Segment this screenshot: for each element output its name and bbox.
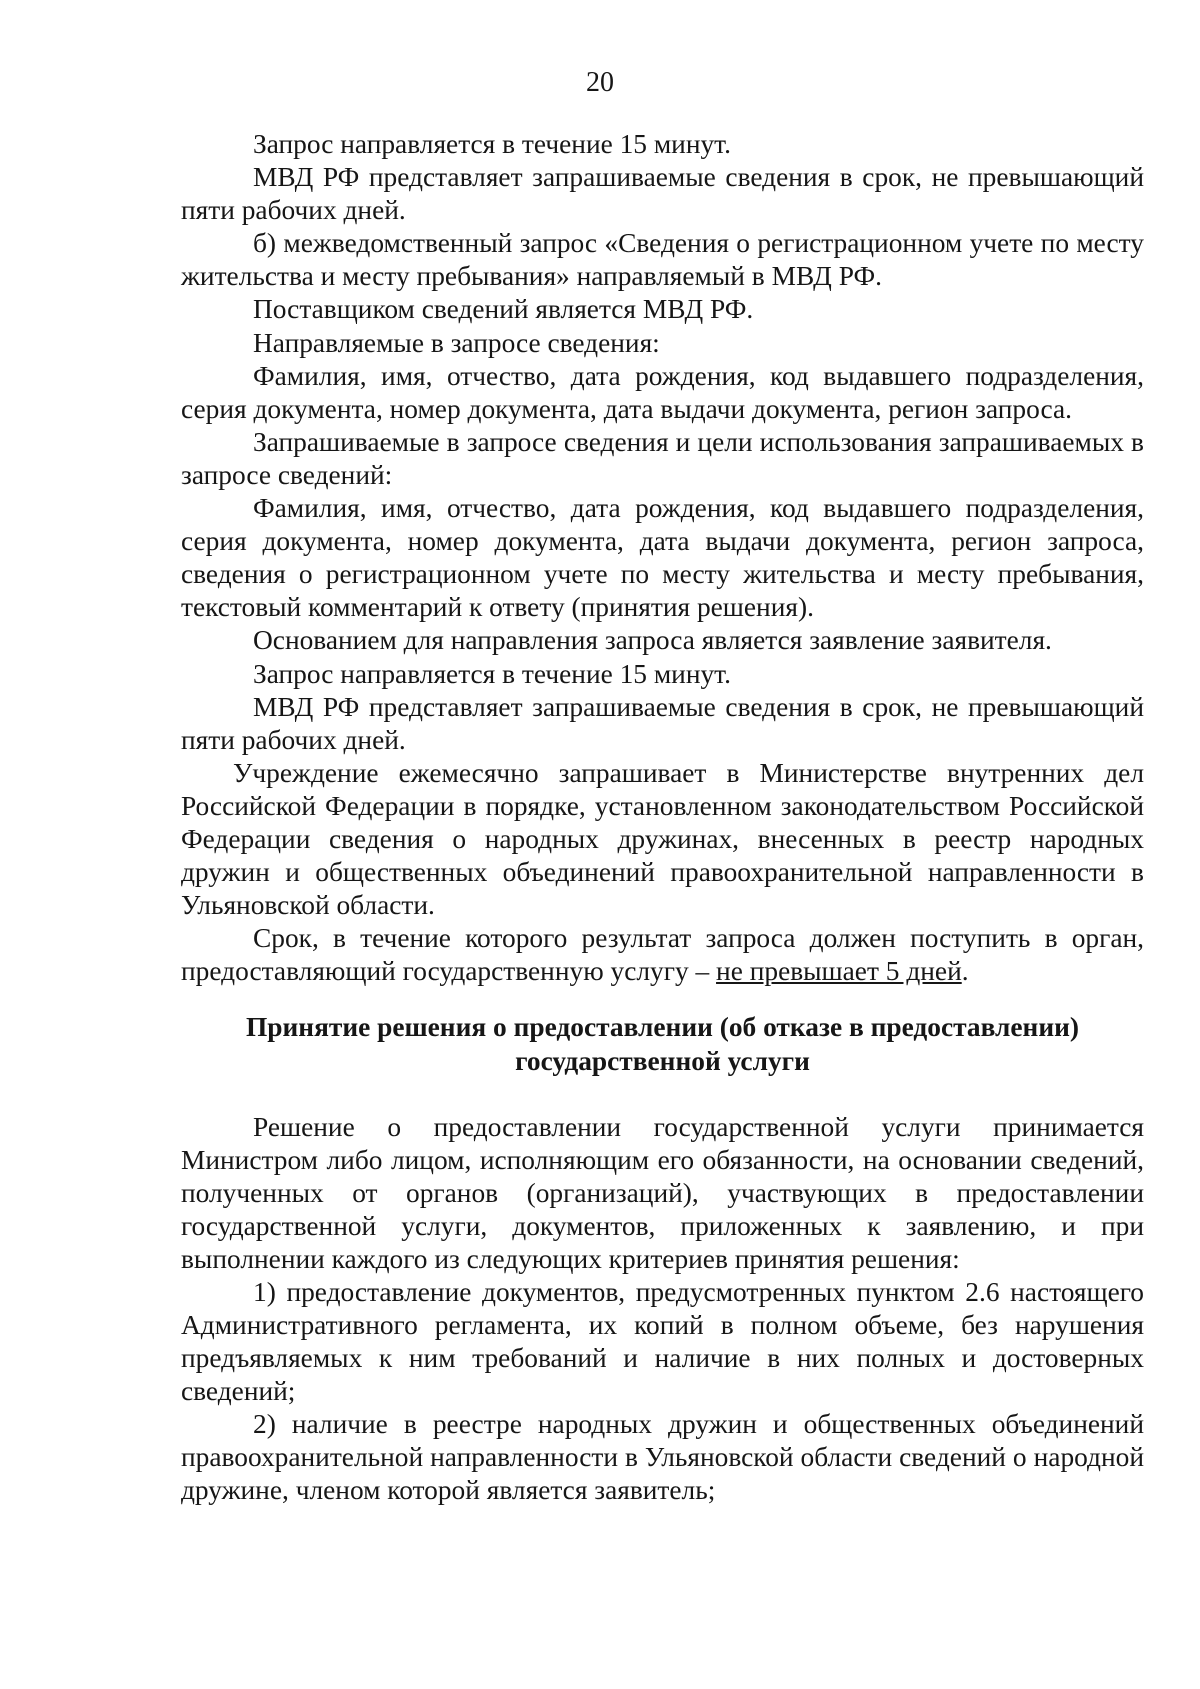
term-lead-text: Срок, в течение которого результат запроса должен поступить в орган, предоставляющий государственную услугу – — [181, 923, 1144, 987]
criterion-item: 2) наличие в реестре народных дружин и общественных объединений правоохранительной направленности в Ульяновской области сведений о народной дружине, членом которой является заявитель; — [181, 1409, 1144, 1505]
term-paragraph — [181, 922, 1144, 988]
paragraph: МВД РФ представляет запрашиваемые сведения в срок, не превышающий пяти рабочих дней. — [181, 691, 1144, 755]
section-heading-line: государственной услуги — [515, 1046, 810, 1076]
section-heading-line: Принятие решения о предоставлении (об отказе в предоставлении) — [245, 1012, 1080, 1042]
section-heading — [181, 1010, 1144, 1078]
paragraph: МВД РФ представляет запрашиваемые сведения в срок, не превышающий пяти рабочих дней. — [181, 162, 1144, 226]
paragraph: Решение о предоставлении государственной услуги принимается Министром либо лицом, исполняющим его обязанности, на основании сведений, полученных от органов (организаций), участвующих в предоставлении государственной услуги, документов, приложенных к заявлению, и при выполнении каждого из следующих критериев принятия решения: — [181, 1112, 1144, 1274]
paragraph: Фамилия, имя, отчество, дата рождения, код выдавшего подразделения, серия документа, номер документа, дата выдачи документа, регион запроса, сведения о регистрационном учете по месту жительства и месту пребывания, текстовый комментарий к ответу (принятия решения). — [181, 493, 1144, 623]
paragraph: Фамилия, имя, отчество, дата рождения, код выдавшего подразделения, серия документа, номер документа, дата выдачи документа, регион запроса. — [181, 360, 1144, 424]
paragraph: б) межведомственный запрос «Сведения о регистрационном учете по месту жительства и месту пребывания» направляемый в МВД РФ. — [181, 228, 1144, 292]
page-number: 20 — [586, 67, 614, 98]
paragraph: Запрос направляется в течение 15 минут. — [253, 658, 731, 689]
request-details-text — [181, 128, 1144, 988]
paragraph: Направляемые в запросе сведения: — [253, 327, 660, 358]
term-end-text: . — [961, 956, 969, 987]
paragraph: Основанием для направления запроса является заявление заявителя. — [253, 625, 1052, 656]
paragraph: Поставщиком сведений является МВД РФ. — [253, 294, 754, 325]
decision-criteria-text — [181, 1111, 1144, 1507]
paragraph: Учреждение ежемесячно запрашивает в Министерстве внутренних дел Российской Федерации в порядке, установленном законодательством Российской Федерации сведения о народных дружинах, внесенных в реестр народных дружин и общественных объединений правоохранительной направленности в Ульяновской области. — [181, 757, 1144, 921]
paragraph: Запрос направляется в течение 15 минут. — [253, 129, 731, 159]
criterion-item: 1) предоставление документов, предусмотренных пунктом 2.6 настоящего Административного регламента, их копий в полном объеме, без нарушения предъявляемых к ним требований и наличие в них полных и достоверных сведений; — [181, 1277, 1144, 1406]
term-underlined-text: не превышает 5 дней — [716, 956, 962, 987]
paragraph: Запрашиваемые в запросе сведения и цели использования запрашиваемых в запросе сведений: — [181, 426, 1144, 490]
